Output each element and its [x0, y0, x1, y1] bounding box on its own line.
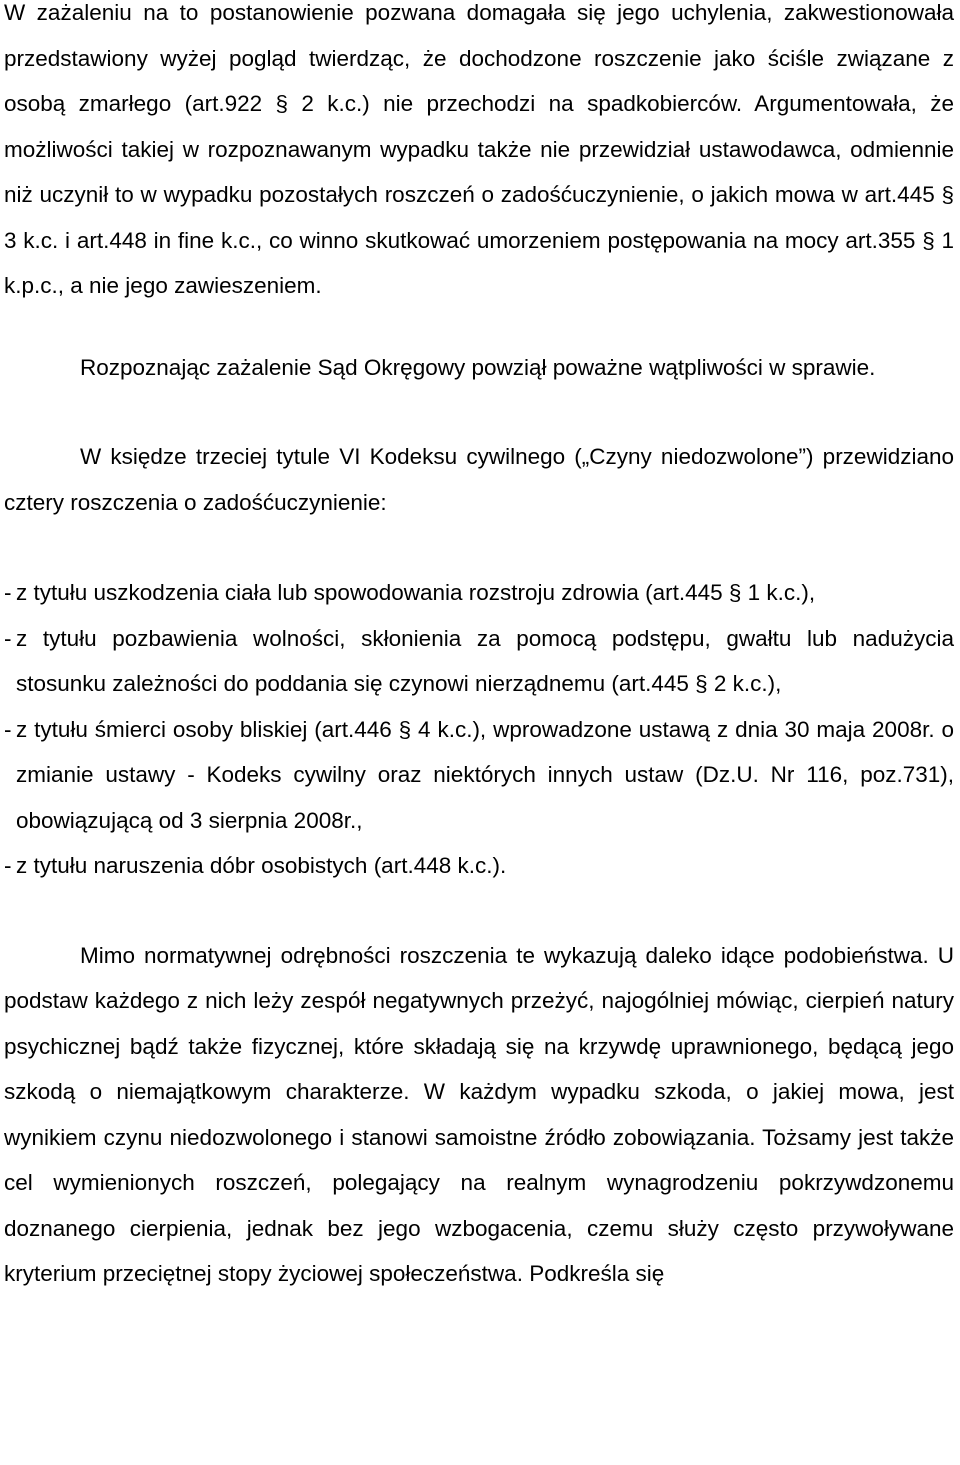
list-item	[4, 616, 954, 707]
document-page	[4, 0, 954, 1297]
list-dash: -	[4, 580, 12, 605]
paragraph-similarities: Mimo normatywnej odrębności roszczenia te wykazują daleko idące podobieństwa. U podstaw każdego z nich leży zespół negatywnych przeżyć, najogólniej mówiąc, cierpień natury psychicznej bądź także fizycznej, które składają się na krzywdę uprawnionego, będącą jego szkodą o niemajątkowym charakterze. W każdym wypadku szkoda, o jakiej mowa, jest wynikiem czynu niedozwolonego i stanowi samoistne źródło zobowiązania. Tożsamy jest także cel wymienionych roszczeń, polegający na realnym wynagrodzeniu pokrzywdzonemu doznanego cierpienia, jednak bez jego wzbogacenia, czemu służy często przywoływane kryterium przeciętnej stopy życiowej społeczeństwa. Podkreśla się	[4, 942, 954, 1286]
list-item	[4, 570, 954, 616]
list-item-text: z tytułu śmierci osoby bliskiej (art.446 § 4 k.c.), wprowadzone ustawą z dnia 30 maja 2008r. o zmianie ustawy - Kodeks cywilny oraz niektórych innych ustaw (Dz.U. Nr 116, poz.731), obowiązującą od 3 sierpnia 2008r.,	[16, 716, 954, 833]
list-dash: -	[4, 625, 12, 651]
paragraph-complaint: W zażaleniu na to postanowienie pozwana domagała się jego uchylenia, zakwestionowała przedstawiony wyżej pogląd twierdząc, że dochodzone roszczenie jako ściśle związane z osobą zmarłego (art.922 § 2 k.c.) nie przechodzi na spadkobierców. Argumentowała, że możliwości takiej w rozpoznawanym wypadku także nie przewidział ustawodawca, odmiennie niż uczynił to w wypadku pozostałych roszczeń o zadośćuczynienie, o jakich mowa w art.445 § 3 k.c. i art.448 in fine k.c., co winno skutkować umorzeniem postępowania na mocy art.355 § 1 k.p.c., a nie jego zawieszeniem.	[4, 0, 954, 298]
list-item-text: z tytułu pozbawienia wolności, skłonienia za pomocą podstępu, gwałtu lub nadużycia stosunku zależności do poddania się czynowi nierządnemu (art.445 § 2 k.c.),	[16, 625, 954, 696]
list-dash: -	[4, 716, 12, 742]
list-item	[4, 843, 954, 889]
list-item-text: z tytułu naruszenia dóbr osobistych (art.448 k.c.).	[16, 853, 507, 878]
list-item	[4, 707, 954, 844]
list-dash: -	[4, 853, 12, 878]
paragraph-court-doubts: Rozpoznając zażalenie Sąd Okręgowy powziął poważne wątpliwości w sprawie.	[80, 354, 876, 380]
paragraph-civil-code-claims: W księdze trzeciej tytule VI Kodeksu cywilnego („Czyny niedozwolone”) przewidziano cztery roszczenia o zadośćuczynienie:	[4, 444, 954, 515]
claims-list	[4, 570, 954, 889]
list-item-text: z tytułu uszkodzenia ciała lub spowodowania rozstroju zdrowia (art.445 § 1 k.c.),	[16, 580, 816, 605]
